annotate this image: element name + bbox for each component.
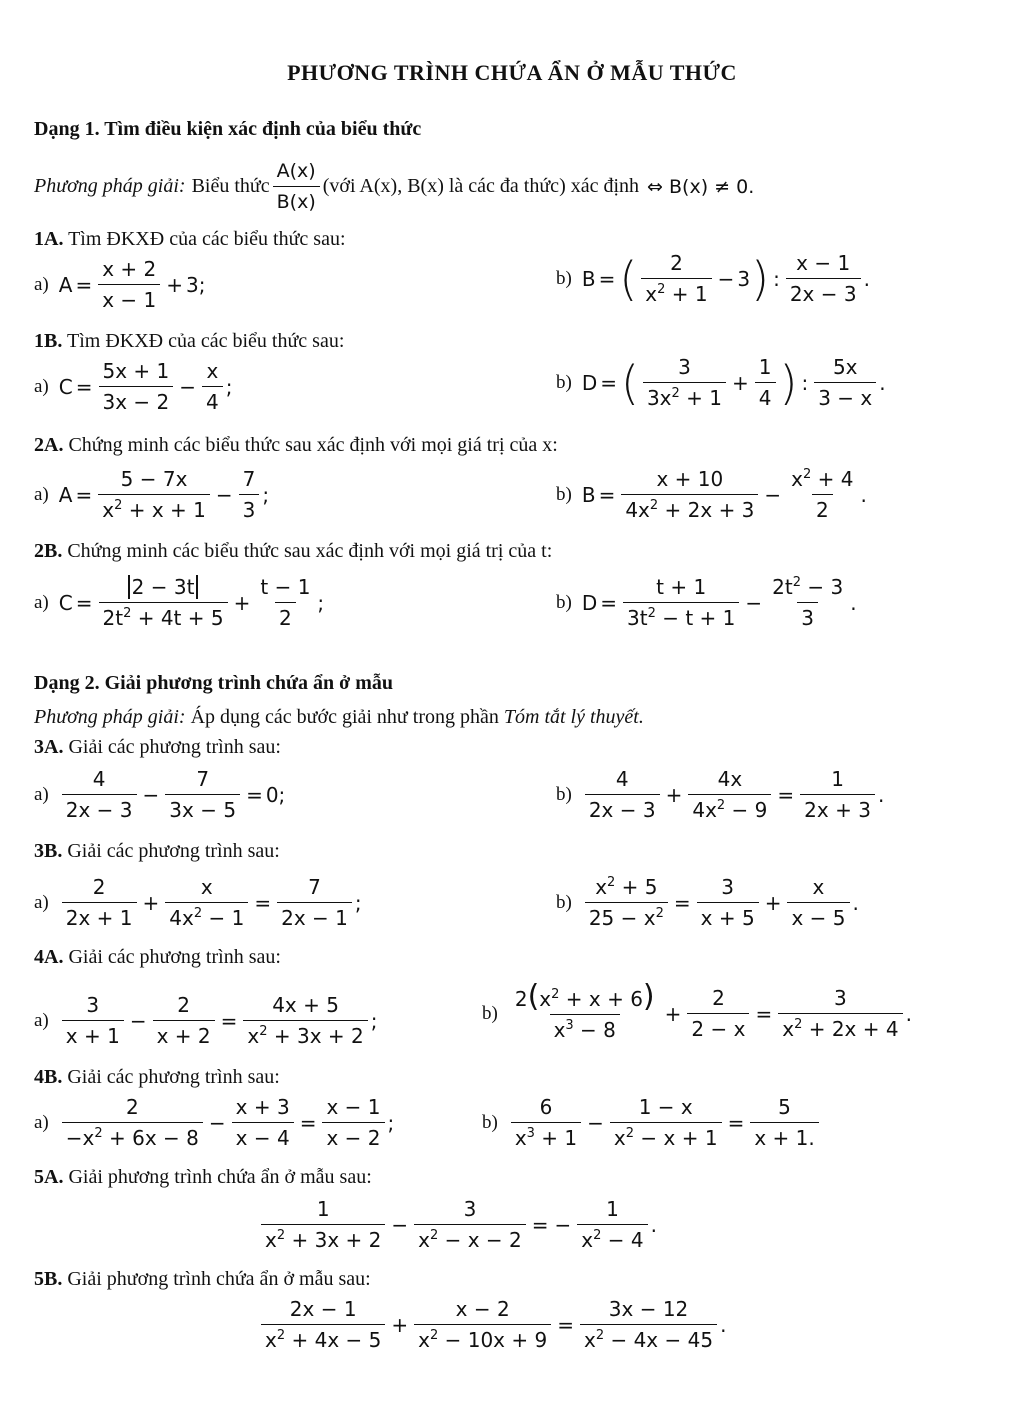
exercise-3A <box>34 736 281 759</box>
exercise-4A <box>34 946 281 969</box>
part-label: b) <box>556 371 572 393</box>
exercise-label: 3B. <box>34 840 63 862</box>
exercise-text: Giải phương trình chứa ẩn ở mẫu sau: <box>67 1268 371 1290</box>
exercise-5A <box>34 1166 372 1189</box>
expr-1B-b: b) D = ( $\frac{3}{3x^2 + 1}$ + $\frac{1}{4}$ ) : $\frac{5x}{3 - x}$ . <box>556 355 886 410</box>
exercise-text: Giải các phương trình sau: <box>67 1066 280 1088</box>
dang2-method <box>34 706 644 729</box>
equation-3B-b: b) $\frac{x^2 + 5}{25 - x^2}$ = $\frac{3}{x + 5}$ + $\frac{x}{x - 5}$ . <box>556 875 859 930</box>
dang2-heading: Dạng 2. Giải phương trình chứa ẩn ở mẫu <box>34 672 394 694</box>
dang1-heading: Dạng 1. Tìm điều kiện xác định của biểu thức <box>34 118 422 140</box>
equation-5A: $\frac{1}{x^2 + 3x + 2}$ − $\frac{3}{x^2 - x - 2}$ = − $\frac{1}{x^2 - 4}$ . <box>258 1196 657 1253</box>
part-label: a) <box>34 783 49 805</box>
part-label: b) <box>556 483 572 505</box>
exercise-text: Giải các phương trình sau: <box>68 736 281 758</box>
part-label: b) <box>482 1002 498 1024</box>
fraction-numerator: A(x) <box>276 160 316 182</box>
exercise-5B <box>34 1268 371 1291</box>
equation-5B: $\frac{2x - 1}{x^2 + 4x - 5}$ + $\frac{x - 2}{x^2 - 10x + 9}$ = $\frac{3x - 12}{x^2 - 4x - 45}$ . <box>258 1296 726 1353</box>
expr-2A-b: b) B = $\frac{x + 10}{4x^2 + 2x + 3}$ − $\frac{x^2 + 4}{2}$ . <box>556 467 867 522</box>
exercise-1B <box>34 330 344 353</box>
method-text: Biểu thức <box>191 175 270 197</box>
equation-3A-b: b) $\frac{4}{2x - 3}$ + $\frac{4x}{4x^2 - 9}$ = $\frac{1}{2x + 3}$ . <box>556 767 885 822</box>
exercise-2B <box>34 540 552 563</box>
equation-4A-a: a) $\frac{3}{x + 1}$ − $\frac{2}{x + 2}$ = $\frac{4x + 5}{x^2 + 3x + 2}$ ; <box>34 993 378 1048</box>
method-label: Phương pháp giải: <box>34 706 186 728</box>
method-reference: Tóm tắt lý thuyết. <box>503 706 644 728</box>
expr-2B-b: b) D = $\frac{t + 1}{3t^2 - t + 1}$ − $\frac{2t^2 - 3}{3}$ . <box>556 575 857 630</box>
exercise-text: Giải các phương trình sau: <box>68 946 281 968</box>
page-title: PHƯƠNG TRÌNH CHỨA ẨN Ở MẪU THỨC <box>287 60 737 85</box>
exercise-3B <box>34 840 280 863</box>
exercise-label: 1A. <box>34 228 64 250</box>
exercise-text: Tìm ĐKXĐ của các biểu thức sau: <box>66 330 345 352</box>
method-fraction <box>273 158 320 215</box>
exercise-label: 3A. <box>34 736 64 758</box>
method-text: Áp dụng các bước giải như trong phần <box>190 706 499 728</box>
exercise-text: Chứng minh các biểu thức sau xác định với mọi giá trị của t: <box>67 540 553 562</box>
exercise-label: 4B. <box>34 1066 63 1088</box>
dang1-method <box>34 158 754 215</box>
expr-2B-a: a) C = $\frac{2 - 3t}{2t^2 + 4t + 5}$ + $\frac{t - 1}{2}$ ; <box>34 575 325 630</box>
exercise-2A <box>34 434 558 457</box>
part-label: b) <box>556 891 572 913</box>
expr-1A-a: a) A = $\frac{x + 2}{x - 1}$ + 3; <box>34 257 206 312</box>
part-label: b) <box>556 267 572 289</box>
part-label: a) <box>34 591 49 613</box>
part-label: a) <box>34 1009 49 1031</box>
exercise-text: Chứng minh các biểu thức sau xác định với mọi giá trị của x: <box>68 434 558 456</box>
exercise-label: 5A. <box>34 1166 64 1188</box>
part-label: a) <box>34 273 49 295</box>
method-condition: ⇔ B(x) ≠ 0. <box>647 175 755 198</box>
equation-4B-b: b) $\frac{6}{x^3 + 1}$ − $\frac{1 - x}{x^2 - x + 1}$ = $\frac{5}{x + 1.}$ <box>482 1094 822 1151</box>
equation-3B-a: a) $\frac{2}{2x + 1}$ + $\frac{x}{4x^2 - 1}$ = $\frac{7}{2x - 1}$ ; <box>34 875 362 930</box>
exercise-label: 1B. <box>34 330 63 352</box>
expr-2A-a: a) A = $\frac{5 - 7x}{x^2 + x + 1}$ − $\frac{7}{3}$ ; <box>34 467 270 522</box>
equation-4A-b: b) $\frac{2(x^2 + x + 6)}{x^3 - 8}$ + $\frac{2}{2 - x}$ = $\frac{3}{x^2 + 2x + 4}$ . <box>482 979 912 1042</box>
expr-1B-a: a) C = $\frac{5x + 1}{3x - 2}$ − $\frac{x}{4}$ ; <box>34 359 233 414</box>
exercise-label: 4A. <box>34 946 64 968</box>
equation-4B-a: a) $\frac{2}{-x^2 + 6x - 8}$ − $\frac{x + 3}{x - 4}$ = $\frac{x - 1}{x - 2}$ ; <box>34 1095 395 1150</box>
expr-1A-b: b) B = ( $\frac{2}{x^2 + 1}$ − 3 ) : $\frac{x - 1}{2x - 3}$ . <box>556 251 870 306</box>
exercise-text: Tìm ĐKXĐ của các biểu thức sau: <box>68 228 346 250</box>
exercise-text: Giải phương trình chứa ẩn ở mẫu sau: <box>68 1166 372 1188</box>
part-label: a) <box>34 1111 49 1133</box>
exercise-4B <box>34 1066 280 1089</box>
exercise-label: 2B. <box>34 540 63 562</box>
part-label: b) <box>556 591 572 613</box>
part-label: b) <box>482 1111 498 1133</box>
exercise-1A <box>34 228 346 251</box>
exercise-text: Giải các phương trình sau: <box>67 840 280 862</box>
fraction-denominator: B(x) <box>273 186 320 215</box>
equation-3A-a: a) $\frac{4}{2x - 3}$ − $\frac{7}{3x - 5}$ = 0; <box>34 767 286 822</box>
method-label: Phương pháp giải: <box>34 175 186 197</box>
exercise-label: 5B. <box>34 1268 63 1290</box>
part-label: b) <box>556 783 572 805</box>
method-text: (với A(x), B(x) là các đa thức) xác định <box>322 175 640 197</box>
exercise-label: 2A. <box>34 434 64 456</box>
part-label: a) <box>34 375 49 397</box>
part-label: a) <box>34 891 49 913</box>
part-label: a) <box>34 483 49 505</box>
